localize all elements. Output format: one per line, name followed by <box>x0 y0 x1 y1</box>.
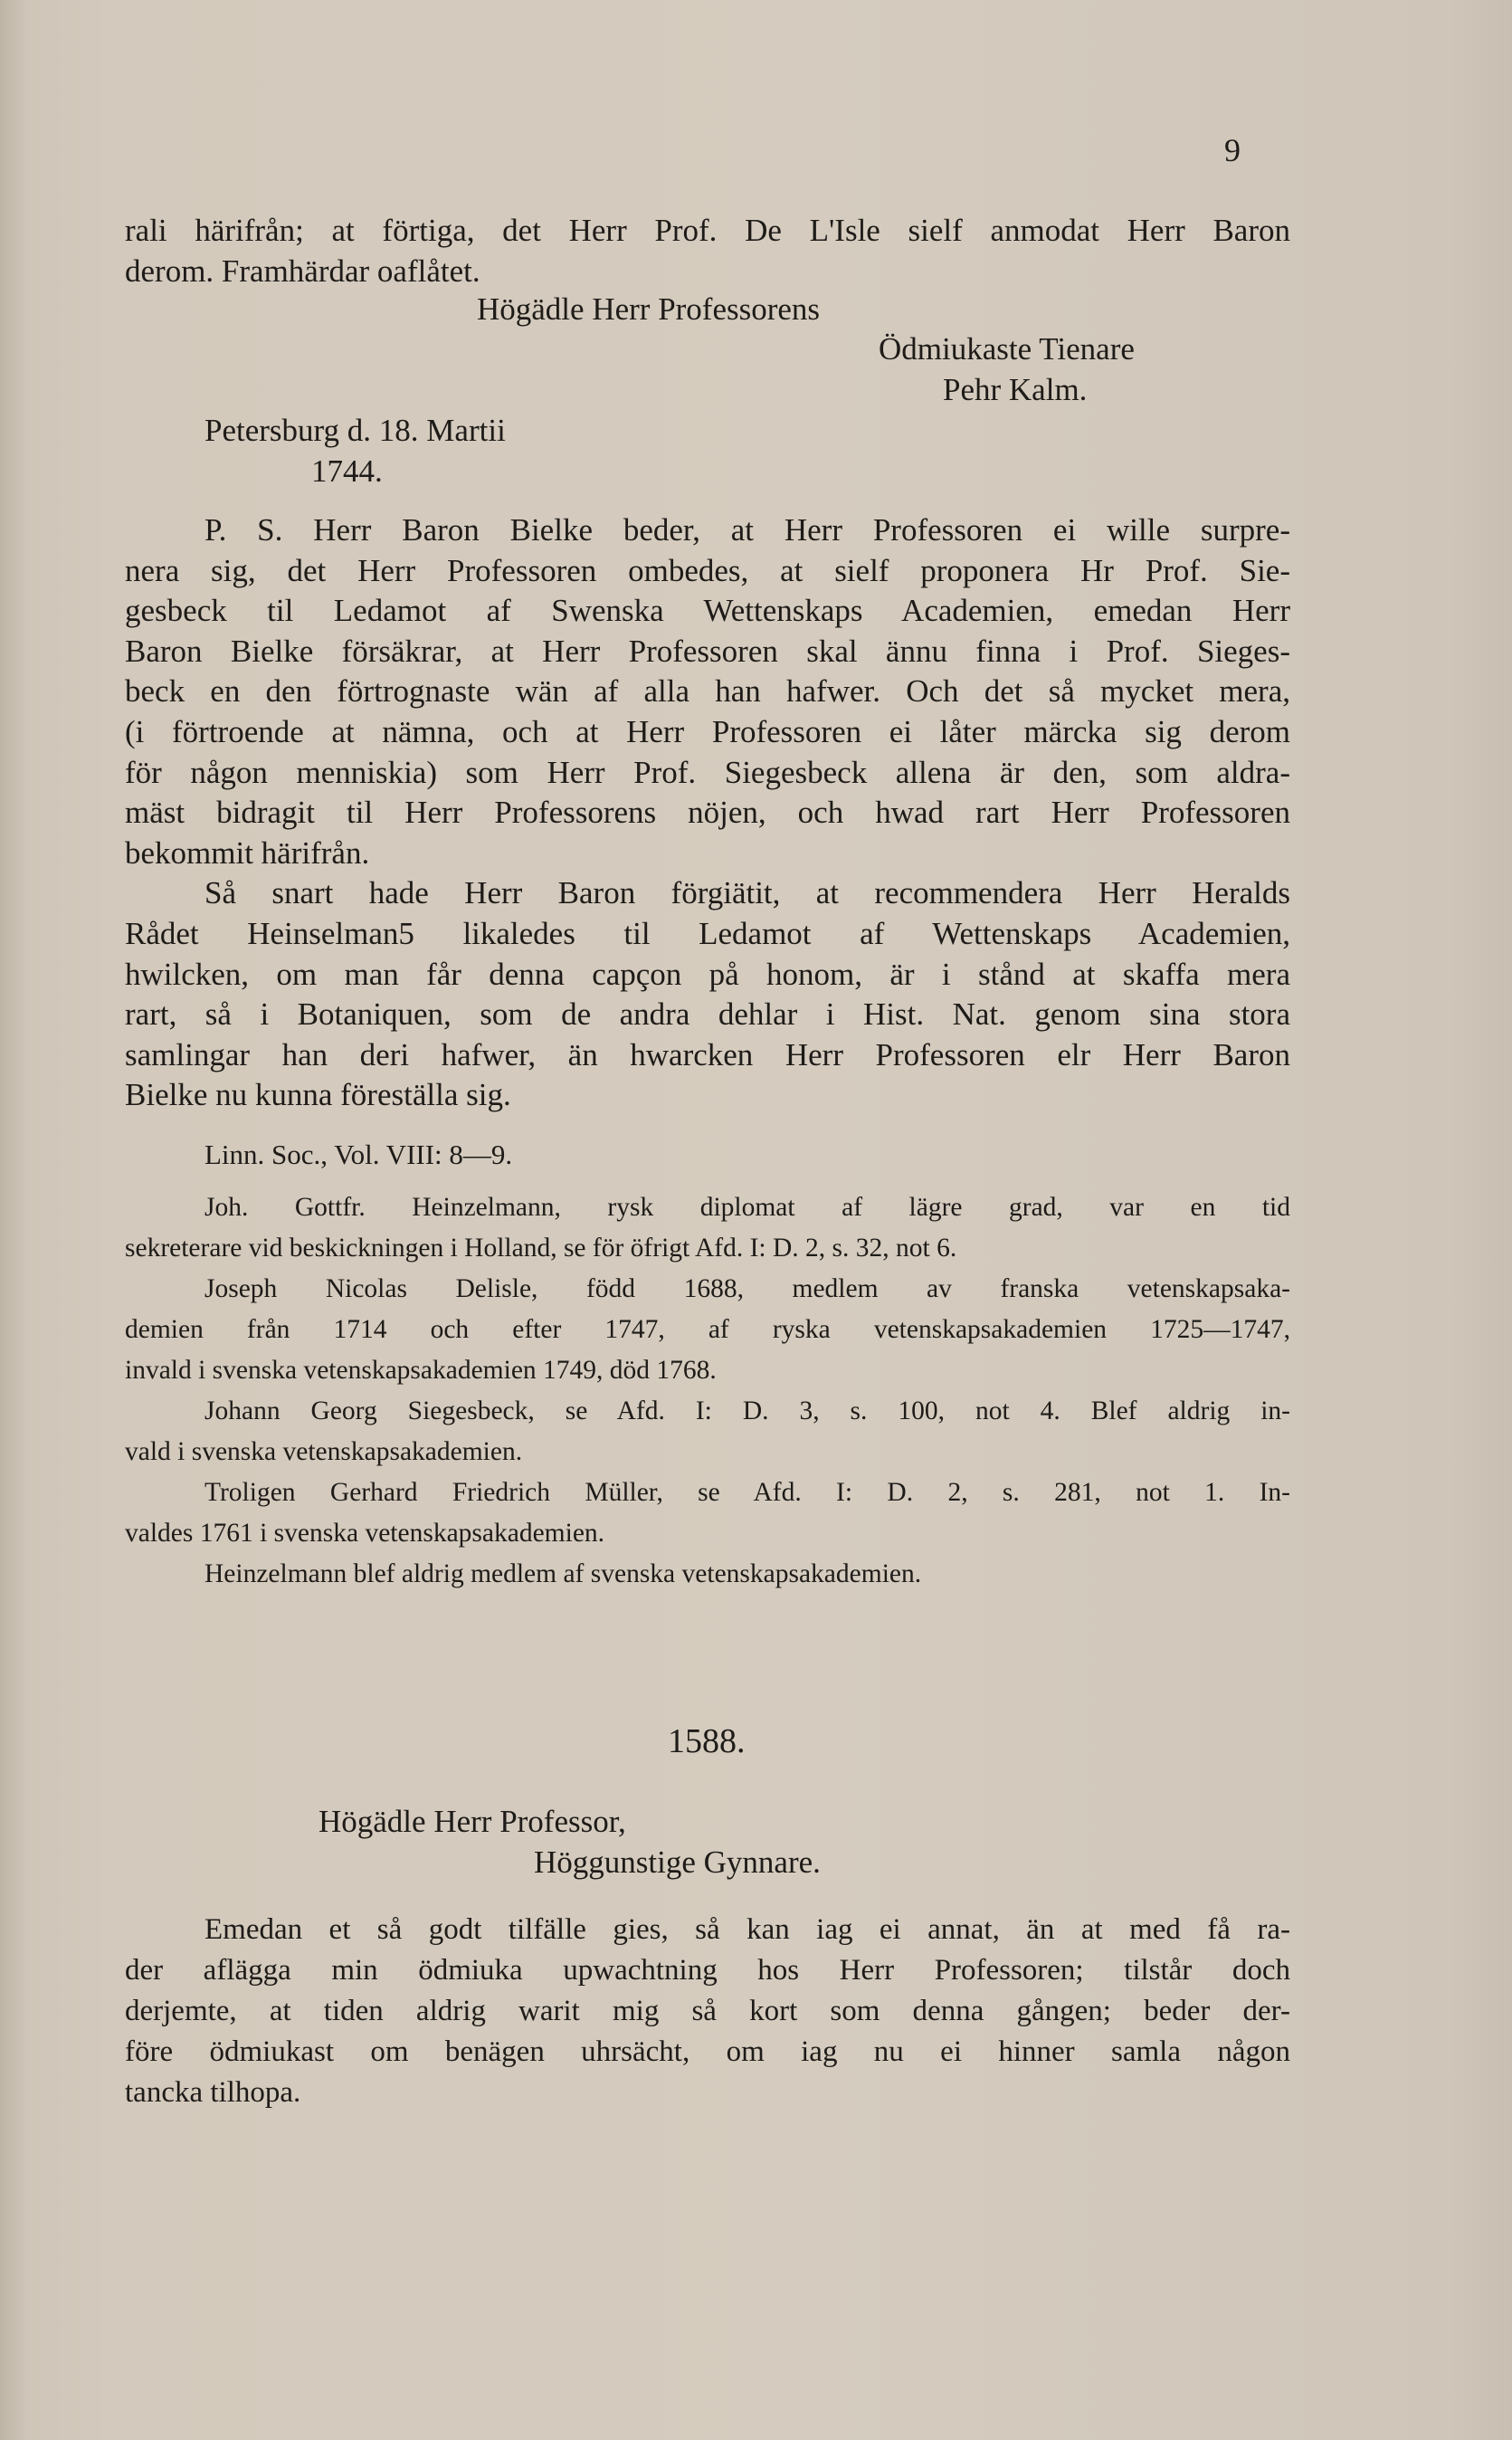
postscript-line: Baron Bielke försäkrar, at Herr Professoren skal ännu finna i Prof. Sieges- <box>125 633 1290 669</box>
letter-body-line: tancka tilhopa. <box>125 2076 301 2109</box>
paragraph-line: Bielke nu kunna föreställa sig. <box>125 1077 511 1113</box>
paragraph-line: samlingar han deri hafwer, än hwarcken Herr Professoren elr Herr Baron <box>125 1036 1290 1072</box>
letter-line: rali härifrån; at förtiga, det Herr Prof. De L'Isle sielf anmodat Herr Baron <box>125 213 1290 248</box>
paragraph-line: Så snart hade Herr Baron förgiätit, at recommendera Herr Heralds <box>204 875 1290 911</box>
postscript-line: nera sig, det Herr Professoren ombedes, at sielf proponera Hr Prof. Sie- <box>125 552 1290 588</box>
footnote-line: Joh. Gottfr. Heinzelmann, rysk diplomat af lägre grad, var en tid <box>204 1193 1290 1222</box>
letter-salutation: Höggunstige Gynnare. <box>534 1844 821 1880</box>
footnote-line: sekreterare vid beskickningen i Holland, se för öfrigt Afd. I: D. 2, s. 32, not 6. <box>125 1234 957 1263</box>
signature: Pehr Kalm. <box>943 372 1088 407</box>
postscript-line: bekommit härifrån. <box>125 834 370 871</box>
paragraph-line: rart, så i Botaniquen, som de andra dehlar i Hist. Nat. genom sina stora <box>125 996 1290 1033</box>
footnote-line: Johann Georg Siegesbeck, se Afd. I: D. 3, s. 100, not 4. Blef aldrig in- <box>204 1396 1290 1425</box>
letter-ending <box>125 211 1290 291</box>
footnote-line: Troligen Gerhard Friedrich Müller, se Afd. I: D. 2, s. 281, not 1. In- <box>204 1478 1290 1507</box>
paragraph-line: Rådet Heinselman5 likaledes til Ledamot af Wettenskaps Academien, <box>125 915 1290 951</box>
footnote-line: demien från 1714 och efter 1747, af ryska vetenskapsakademien 1725—1747, <box>125 1315 1290 1344</box>
letter-salutation: Högädle Herr Professor, <box>319 1804 626 1839</box>
paragraph-line: hwilcken, om man får denna capçon på honom, är i stånd at skaffa mera <box>125 956 1290 992</box>
letter-body-line: derjemte, at tiden aldrig warit mig så kort som denna gången; beder der- <box>125 1995 1290 2027</box>
postscript-line: mäst bidragit til Herr Professorens nöjen, och hwad rart Herr Professoren <box>125 795 1290 831</box>
postscript-line: för någon menniskia) som Herr Prof. Siegesbeck allena är den, som aldra- <box>125 754 1290 790</box>
postscript-line: P. S. Herr Baron Bielke beder, at Herr Professoren ei wille surpre- <box>204 512 1290 548</box>
footnote-line: valdes 1761 i svenska vetenskapsakademien. <box>125 1519 605 1548</box>
closing-salutation: Högädle Herr Professorens <box>477 291 821 327</box>
footnote-line: invald i svenska vetenskapsakademien 1749, död 1768. <box>125 1356 717 1385</box>
footnote-line: vald i svenska vetenskapsakademien. <box>125 1437 523 1466</box>
letter-year: 1744. <box>311 453 383 489</box>
place-date: Petersburg d. 18. Martii <box>204 413 506 448</box>
footnotes <box>125 1187 1290 1595</box>
footnote-line: Heinzelmann blef aldrig medlem af svenska vetenskapsakademien. <box>204 1559 922 1588</box>
letter-body-line: före ödmiukast om benägen uhrsächt, om iag nu ei hinner samla någon <box>125 2035 1290 2068</box>
postscript-line: (i förtroende at nämna, och at Herr Professoren ei låter märcka sig derom <box>125 713 1290 749</box>
letter-line: derom. Framhärdar oaflåtet. <box>125 253 480 289</box>
footnote-line: Joseph Nicolas Delisle, född 1688, medlem av franska vetenskapsaka- <box>204 1274 1290 1303</box>
letter-body <box>125 1910 1290 2113</box>
page-number: 9 <box>1224 132 1241 168</box>
closing-phrase: Ödmiukaste Tienare <box>879 331 1135 367</box>
letter-body-line: Emedan et så godt tilfälle gies, så kan iag ei annat, än at med få ra- <box>204 1913 1290 1946</box>
letter-body-line: der aflägga min ödmiuka upwachtning hos Herr Professoren; tilstår doch <box>125 1954 1290 1987</box>
postscript-line: gesbeck til Ledamot af Swenska Wettenskaps Academien, emedan Herr <box>125 593 1290 629</box>
postscript <box>125 510 1290 1116</box>
letter-number: 1588. <box>668 1722 746 1760</box>
postscript-line: beck en den förtrognaste wän af alla han hafwer. Och det så mycket mera, <box>125 673 1290 710</box>
source-citation: Linn. Soc., Vol. VIII: 8—9. <box>204 1139 513 1170</box>
